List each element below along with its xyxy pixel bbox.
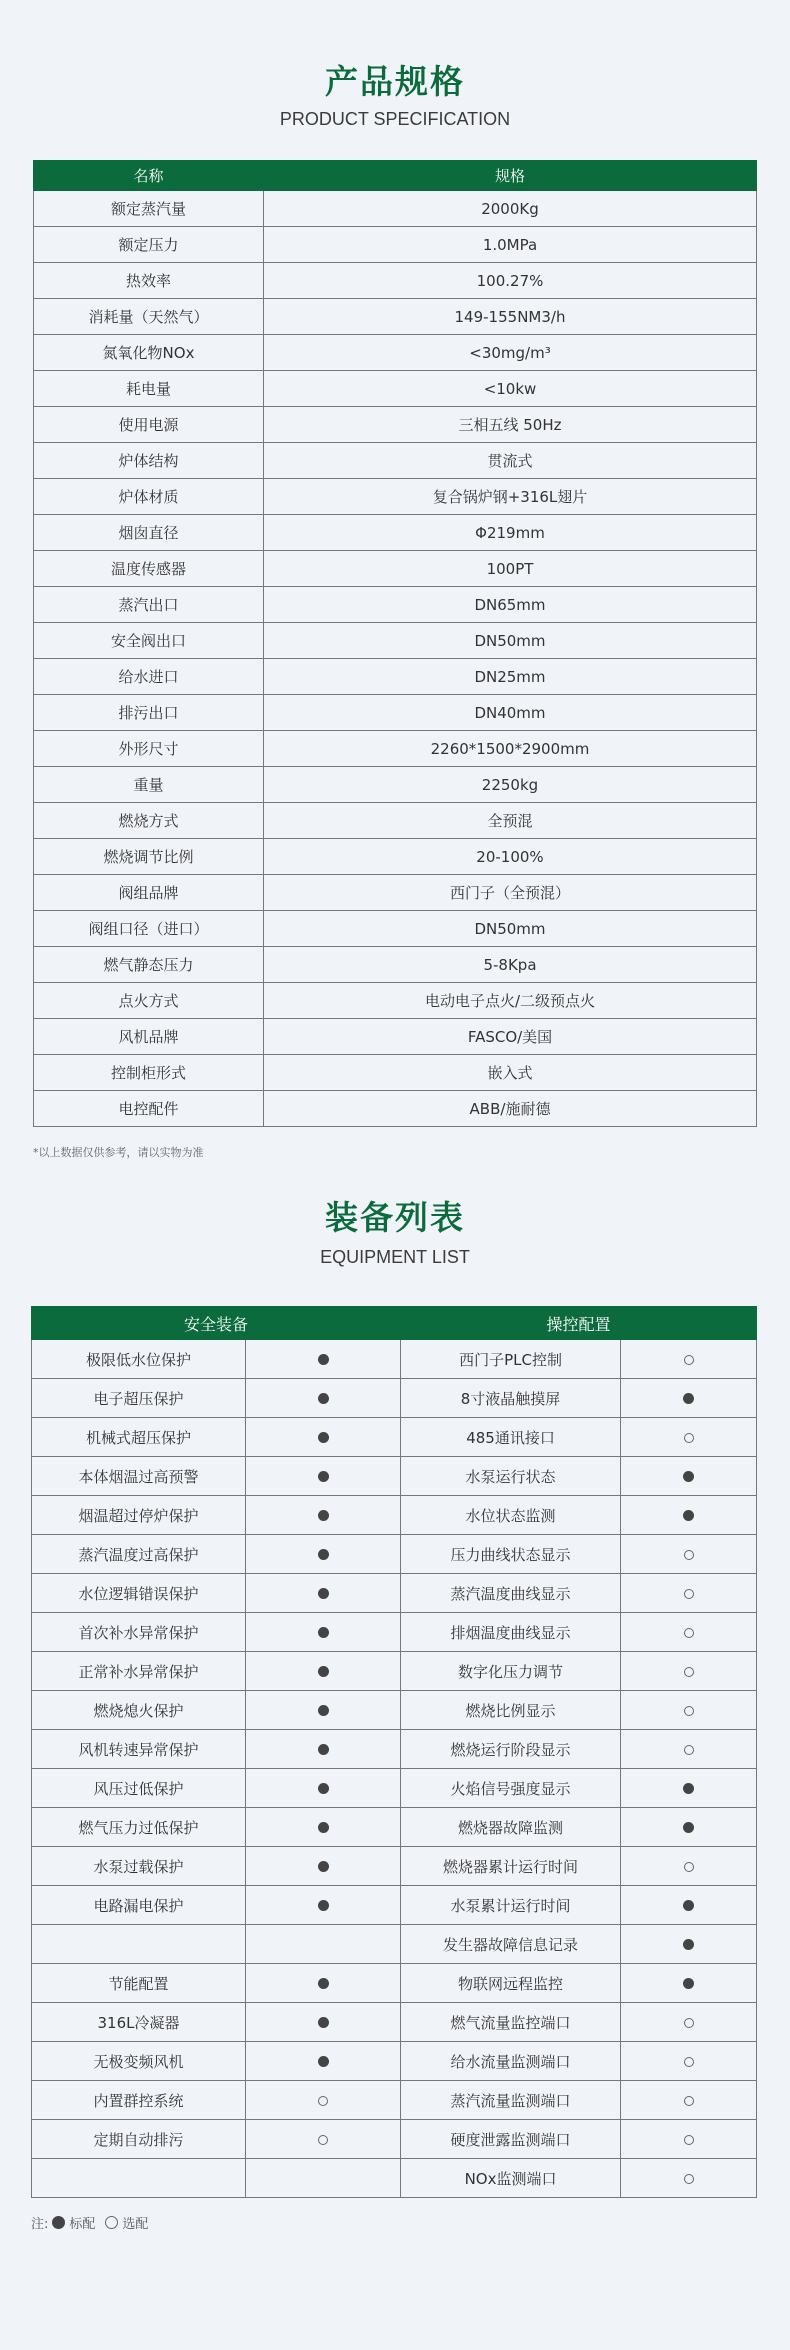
spec-value-cell: DN50mm <box>264 623 757 659</box>
spec-name-cell: 风机品牌 <box>34 1019 264 1055</box>
equip-row <box>32 1769 757 1808</box>
safety-mark <box>246 1535 401 1574</box>
empty-circle-icon <box>684 1745 694 1755</box>
safety-item: 烟温超过停炉保护 <box>32 1496 246 1535</box>
equip-row <box>32 1808 757 1847</box>
control-item: 燃烧比例显示 <box>401 1691 621 1730</box>
spec-name-cell: 阀组口径（进口） <box>34 911 264 947</box>
equip-row <box>32 1496 757 1535</box>
spec-table <box>33 160 757 1127</box>
safety-item: 风机转速异常保护 <box>32 1730 246 1769</box>
control-item: 蒸汽温度曲线显示 <box>401 1574 621 1613</box>
control-mark <box>621 1574 757 1613</box>
spec-row <box>34 1091 757 1127</box>
safety-item: 风压过低保护 <box>32 1769 246 1808</box>
control-mark <box>621 1847 757 1886</box>
safety-item: 节能配置 <box>32 1964 246 2003</box>
legend-prefix: 注: <box>31 2217 49 2232</box>
control-item: 火焰信号强度显示 <box>401 1769 621 1808</box>
control-item: 给水流量监测端口 <box>401 2042 621 2081</box>
safety-item: 内置群控系统 <box>32 2081 246 2120</box>
spec-value-cell: 电动电子点火/二级预点火 <box>264 983 757 1019</box>
filled-dot-icon <box>318 1822 329 1833</box>
filled-dot-icon <box>318 1393 329 1404</box>
spec-header-row <box>34 161 757 191</box>
spec-value-cell: <10kw <box>264 371 757 407</box>
control-item: 燃烧器累计运行时间 <box>401 1847 621 1886</box>
control-mark <box>621 1613 757 1652</box>
control-mark <box>621 1886 757 1925</box>
safety-item: 电路漏电保护 <box>32 1886 246 1925</box>
spec-note: *以上数据仅供参考，请以实物为准 <box>33 1146 204 1159</box>
control-item: 蒸汽流量监测端口 <box>401 2081 621 2120</box>
empty-circle-icon <box>684 1589 694 1599</box>
safety-mark <box>246 1730 401 1769</box>
safety-item: 水泵过载保护 <box>32 1847 246 1886</box>
safety-item: 燃烧熄火保护 <box>32 1691 246 1730</box>
spec-value-cell: Φ219mm <box>264 515 757 551</box>
legend-standard <box>52 2213 95 2232</box>
spec-name-cell: 额定蒸汽量 <box>34 191 264 227</box>
spec-row <box>34 227 757 263</box>
spec-name-cell: 炉体结构 <box>34 443 264 479</box>
control-mark <box>621 2003 757 2042</box>
filled-dot-icon <box>318 2017 329 2028</box>
filled-dot-icon <box>318 1354 329 1365</box>
empty-circle-icon <box>684 1355 694 1365</box>
control-item: 485通讯接口 <box>401 1418 621 1457</box>
control-mark <box>621 1379 757 1418</box>
equip-row <box>32 2081 757 2120</box>
spec-row <box>34 443 757 479</box>
control-item: NOx监测端口 <box>401 2159 621 2198</box>
equip-row <box>32 1652 757 1691</box>
control-mark <box>621 1769 757 1808</box>
empty-circle-icon <box>318 2135 328 2145</box>
equip-row <box>32 1730 757 1769</box>
legend-optional-label: 选配 <box>122 2217 149 2232</box>
filled-dot-icon <box>52 2216 65 2229</box>
spec-row <box>34 371 757 407</box>
filled-dot-icon <box>318 1510 329 1521</box>
safety-mark <box>246 2120 401 2159</box>
equip-header-control: 操控配置 <box>401 1307 757 1340</box>
spec-row <box>34 875 757 911</box>
empty-circle-icon <box>684 1628 694 1638</box>
safety-item: 正常补水异常保护 <box>32 1652 246 1691</box>
spec-row <box>34 983 757 1019</box>
spec-value-cell: DN50mm <box>264 911 757 947</box>
safety-mark <box>246 2159 401 2198</box>
spec-name-cell: 氮氧化物NOx <box>34 335 264 371</box>
filled-dot-icon <box>683 1900 694 1911</box>
equip-header-row <box>32 1307 757 1340</box>
spec-name-cell: 炉体材质 <box>34 479 264 515</box>
control-mark <box>621 1496 757 1535</box>
spec-row <box>34 623 757 659</box>
equip-row <box>32 1964 757 2003</box>
filled-dot-icon <box>318 1783 329 1794</box>
control-item: 发生器故障信息记录 <box>401 1925 621 1964</box>
spec-section <box>0 62 790 130</box>
spec-row <box>34 1055 757 1091</box>
spec-row <box>34 659 757 695</box>
safety-item: 无极变频风机 <box>32 2042 246 2081</box>
safety-mark <box>246 1925 401 1964</box>
empty-circle-icon <box>684 1706 694 1716</box>
spec-value-cell: 西门子（全预混） <box>264 875 757 911</box>
spec-name-cell: 额定压力 <box>34 227 264 263</box>
spec-row <box>34 191 757 227</box>
equip-title: 装备列表 <box>325 1198 465 1237</box>
spec-value-cell: 5-8Kpa <box>264 947 757 983</box>
spec-value-cell: 复合锅炉钢+316L翅片 <box>264 479 757 515</box>
safety-mark <box>246 1808 401 1847</box>
spec-name-cell: 阀组品牌 <box>34 875 264 911</box>
empty-circle-icon <box>684 1862 694 1872</box>
spec-value-cell: 100PT <box>264 551 757 587</box>
safety-mark <box>246 2042 401 2081</box>
control-item: 燃气流量监控端口 <box>401 2003 621 2042</box>
spec-value-cell: 三相五线 50Hz <box>264 407 757 443</box>
safety-item: 燃气压力过低保护 <box>32 1808 246 1847</box>
safety-item: 极限低水位保护 <box>32 1340 246 1379</box>
filled-dot-icon <box>318 1705 329 1716</box>
control-mark <box>621 1340 757 1379</box>
spec-row <box>34 479 757 515</box>
equip-row <box>32 1574 757 1613</box>
control-item: 硬度泄露监测端口 <box>401 2120 621 2159</box>
safety-item: 机械式超压保护 <box>32 1418 246 1457</box>
control-mark <box>621 1964 757 2003</box>
safety-mark <box>246 1769 401 1808</box>
safety-item: 首次补水异常保护 <box>32 1613 246 1652</box>
safety-mark <box>246 1886 401 1925</box>
control-item: 压力曲线状态显示 <box>401 1535 621 1574</box>
empty-circle-icon <box>684 2018 694 2028</box>
spec-name-cell: 耗电量 <box>34 371 264 407</box>
control-mark <box>621 1418 757 1457</box>
spec-header-value: 规格 <box>264 161 757 191</box>
equip-subtitle: EQUIPMENT LIST <box>320 1247 470 1267</box>
equip-row <box>32 2120 757 2159</box>
spec-row <box>34 407 757 443</box>
spec-name-cell: 控制柜形式 <box>34 1055 264 1091</box>
spec-row <box>34 551 757 587</box>
spec-value-cell: 2000Kg <box>264 191 757 227</box>
spec-row <box>34 335 757 371</box>
empty-circle-icon <box>684 2174 694 2184</box>
equip-row <box>32 1886 757 1925</box>
control-item: 数字化压力调节 <box>401 1652 621 1691</box>
empty-circle-icon <box>684 1667 694 1677</box>
safety-mark <box>246 1457 401 1496</box>
spec-value-cell: ABB/施耐德 <box>264 1091 757 1127</box>
control-mark <box>621 2120 757 2159</box>
spec-name-cell: 燃烧调节比例 <box>34 839 264 875</box>
safety-mark <box>246 1613 401 1652</box>
spec-row <box>34 263 757 299</box>
equip-section <box>0 1198 790 1268</box>
filled-dot-icon <box>318 1744 329 1755</box>
equip-row <box>32 1340 757 1379</box>
safety-mark <box>246 2081 401 2120</box>
spec-title: 产品规格 <box>325 62 465 101</box>
spec-value-cell: 149-155NM3/h <box>264 299 757 335</box>
safety-mark <box>246 1652 401 1691</box>
control-mark <box>621 1691 757 1730</box>
control-mark <box>621 1808 757 1847</box>
safety-mark <box>246 1418 401 1457</box>
spec-row <box>34 1019 757 1055</box>
safety-mark <box>246 1691 401 1730</box>
filled-dot-icon <box>683 1978 694 1989</box>
equip-row <box>32 1691 757 1730</box>
spec-value-cell: DN65mm <box>264 587 757 623</box>
filled-dot-icon <box>318 1900 329 1911</box>
filled-dot-icon <box>318 1861 329 1872</box>
spec-value-cell: 100.27% <box>264 263 757 299</box>
spec-row <box>34 299 757 335</box>
empty-circle-icon <box>684 2096 694 2106</box>
spec-row <box>34 839 757 875</box>
control-mark <box>621 2159 757 2198</box>
spec-value-cell: 嵌入式 <box>264 1055 757 1091</box>
spec-value-cell: DN25mm <box>264 659 757 695</box>
spec-value-cell: 2260*1500*2900mm <box>264 731 757 767</box>
filled-dot-icon <box>683 1471 694 1482</box>
filled-dot-icon <box>318 1666 329 1677</box>
equip-row <box>32 2003 757 2042</box>
spec-value-cell: 全预混 <box>264 803 757 839</box>
control-item: 燃烧器故障监测 <box>401 1808 621 1847</box>
filled-dot-icon <box>683 1510 694 1521</box>
equip-header-safety: 安全装备 <box>32 1307 401 1340</box>
spec-row <box>34 803 757 839</box>
control-mark <box>621 1925 757 1964</box>
control-mark <box>621 2081 757 2120</box>
filled-dot-icon <box>683 1393 694 1404</box>
safety-item: 电子超压保护 <box>32 1379 246 1418</box>
safety-item: 蒸汽温度过高保护 <box>32 1535 246 1574</box>
filled-dot-icon <box>318 1978 329 1989</box>
safety-item: 本体烟温过高预警 <box>32 1457 246 1496</box>
spec-name-cell: 排污出口 <box>34 695 264 731</box>
spec-name-cell: 烟囱直径 <box>34 515 264 551</box>
spec-row <box>34 731 757 767</box>
control-item: 水泵累计运行时间 <box>401 1886 621 1925</box>
safety-item <box>32 2159 246 2198</box>
spec-row <box>34 695 757 731</box>
spec-subtitle: PRODUCT SPECIFICATION <box>279 109 511 129</box>
equip-row <box>32 1535 757 1574</box>
safety-item <box>32 1925 246 1964</box>
spec-name-cell: 消耗量（天然气） <box>34 299 264 335</box>
spec-name-cell: 电控配件 <box>34 1091 264 1127</box>
spec-name-cell: 点火方式 <box>34 983 264 1019</box>
safety-mark <box>246 2003 401 2042</box>
safety-item: 水位逻辑错误保护 <box>32 1574 246 1613</box>
filled-dot-icon <box>318 1627 329 1638</box>
spec-value-cell: 20-100% <box>264 839 757 875</box>
empty-circle-icon <box>318 2096 328 2106</box>
legend-optional <box>105 2213 148 2232</box>
spec-name-cell: 蒸汽出口 <box>34 587 264 623</box>
safety-item: 定期自动排污 <box>32 2120 246 2159</box>
equip-table <box>31 1306 757 2198</box>
equip-row <box>32 2042 757 2081</box>
filled-dot-icon <box>683 1822 694 1833</box>
control-item: 燃烧运行阶段显示 <box>401 1730 621 1769</box>
empty-circle-icon <box>684 1433 694 1443</box>
filled-dot-icon <box>318 2056 329 2067</box>
spec-name-cell: 使用电源 <box>34 407 264 443</box>
spec-row <box>34 515 757 551</box>
spec-value-cell: DN40mm <box>264 695 757 731</box>
equip-row <box>32 1925 757 1964</box>
spec-name-cell: 温度传感器 <box>34 551 264 587</box>
spec-value-cell: <30mg/m³ <box>264 335 757 371</box>
control-item: 8寸液晶触摸屏 <box>401 1379 621 1418</box>
filled-dot-icon <box>318 1432 329 1443</box>
spec-row <box>34 911 757 947</box>
spec-row <box>34 587 757 623</box>
safety-mark <box>246 1964 401 2003</box>
control-item: 物联网远程监控 <box>401 1964 621 2003</box>
spec-name-cell: 外形尺寸 <box>34 731 264 767</box>
control-item: 西门子PLC控制 <box>401 1340 621 1379</box>
spec-value-cell: 2250kg <box>264 767 757 803</box>
spec-name-cell: 安全阀出口 <box>34 623 264 659</box>
spec-value-cell: 1.0MPa <box>264 227 757 263</box>
legend <box>31 2213 154 2232</box>
spec-name-cell: 给水进口 <box>34 659 264 695</box>
equip-row <box>32 1457 757 1496</box>
equip-row <box>32 1418 757 1457</box>
control-mark <box>621 2042 757 2081</box>
control-item: 排烟温度曲线显示 <box>401 1613 621 1652</box>
filled-dot-icon <box>318 1588 329 1599</box>
control-item: 水位状态监测 <box>401 1496 621 1535</box>
equip-row <box>32 1379 757 1418</box>
spec-header-name: 名称 <box>34 161 264 191</box>
safety-mark <box>246 1340 401 1379</box>
equip-row <box>32 2159 757 2198</box>
spec-row <box>34 947 757 983</box>
safety-mark <box>246 1496 401 1535</box>
filled-dot-icon <box>683 1783 694 1794</box>
safety-mark <box>246 1847 401 1886</box>
spec-name-cell: 热效率 <box>34 263 264 299</box>
filled-dot-icon <box>318 1549 329 1560</box>
empty-circle-icon <box>684 1550 694 1560</box>
spec-name-cell: 燃烧方式 <box>34 803 264 839</box>
filled-dot-icon <box>683 1939 694 1950</box>
safety-mark <box>246 1574 401 1613</box>
control-mark <box>621 1457 757 1496</box>
safety-item: 316L冷凝器 <box>32 2003 246 2042</box>
filled-dot-icon <box>318 1471 329 1482</box>
control-mark <box>621 1652 757 1691</box>
spec-name-cell: 燃气静态压力 <box>34 947 264 983</box>
empty-circle-icon <box>684 2135 694 2145</box>
safety-mark <box>246 1379 401 1418</box>
empty-circle-icon <box>105 2216 118 2229</box>
empty-circle-icon <box>684 2057 694 2067</box>
equip-row <box>32 1613 757 1652</box>
control-item: 水泵运行状态 <box>401 1457 621 1496</box>
equip-row <box>32 1847 757 1886</box>
spec-value-cell: FASCO/美国 <box>264 1019 757 1055</box>
spec-name-cell: 重量 <box>34 767 264 803</box>
spec-row <box>34 767 757 803</box>
control-mark <box>621 1730 757 1769</box>
control-mark <box>621 1535 757 1574</box>
legend-standard-label: 标配 <box>69 2217 96 2232</box>
spec-value-cell: 贯流式 <box>264 443 757 479</box>
